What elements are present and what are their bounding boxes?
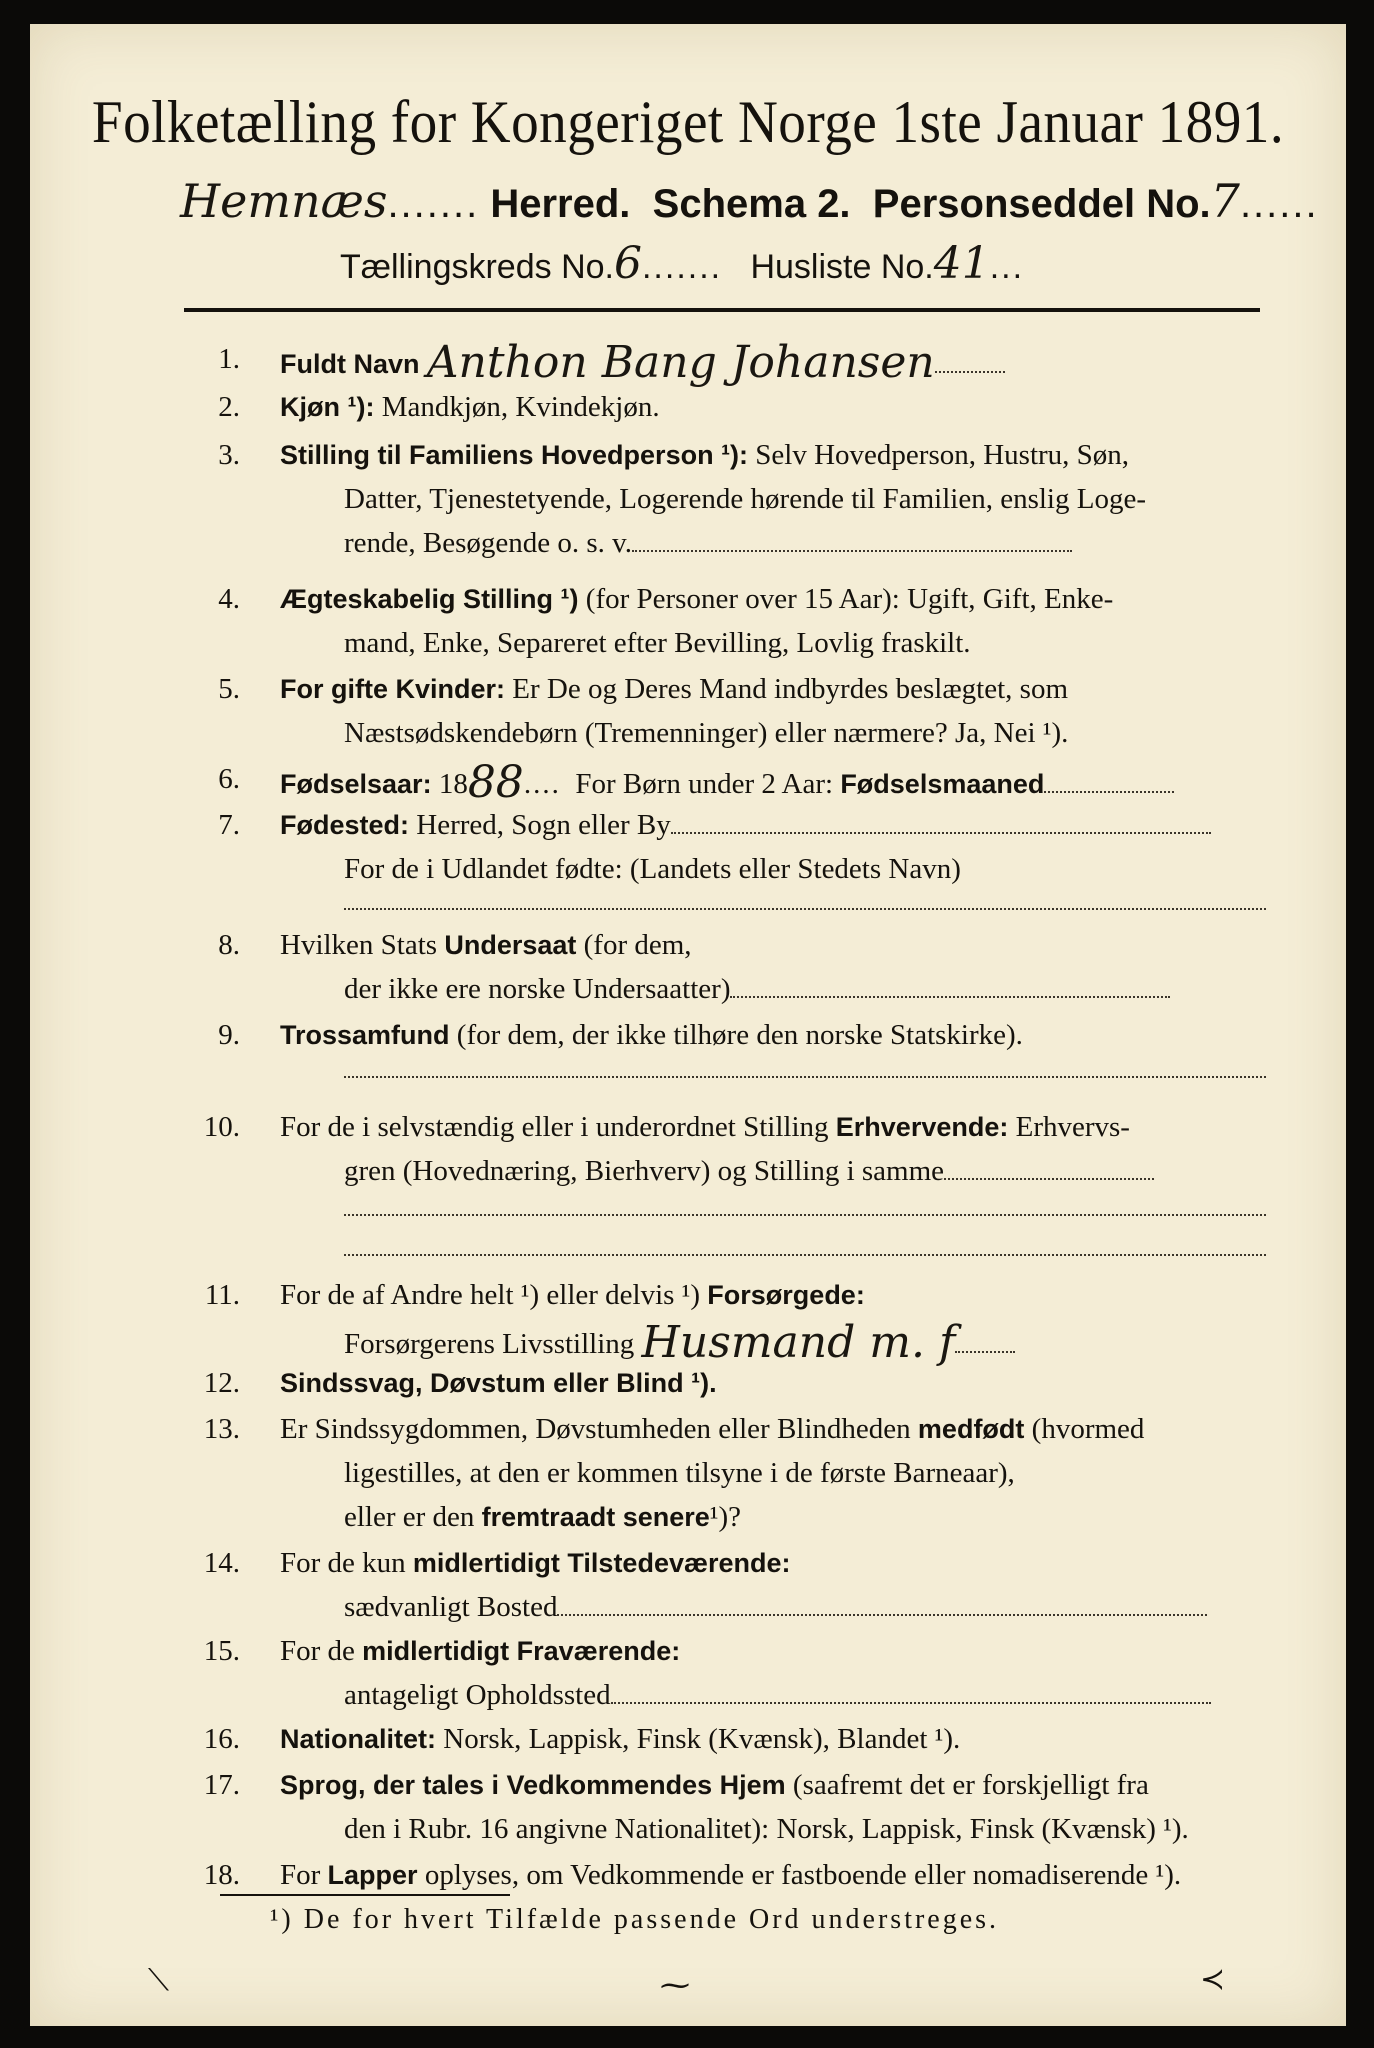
question-text: For de i selvstændig eller i underordnet Stilling xyxy=(280,1111,829,1143)
kreds-label: Tællingskreds No. xyxy=(340,248,614,286)
form-title: Folketælling for Kongeriget Norge 1ste Januar 1891. xyxy=(91,89,1285,155)
answer-provider-occupation: Husmand m. f xyxy=(641,1317,956,1368)
question-number: 17. xyxy=(203,1769,240,1801)
question-text: der ikke ere norske Undersaatter) xyxy=(344,973,731,1005)
question-label: Kjøn ¹): xyxy=(280,392,375,422)
header-rule xyxy=(184,308,1260,312)
herred-label: Herred. xyxy=(490,182,631,226)
question-number: 1. xyxy=(218,343,240,375)
question-number: 18. xyxy=(203,1859,240,1891)
question-number: 13. xyxy=(203,1413,240,1445)
question-text: For de i Udlandet fødte: (Landets eller Stedets Navn) xyxy=(344,853,961,885)
herred-value: Hemnæs xyxy=(180,174,388,228)
kreds-value: 6 xyxy=(613,238,642,289)
answer-name: Anthon Bang Johansen xyxy=(426,337,935,388)
question-text: Hvilken Stats xyxy=(280,929,438,961)
question-text: eller er den xyxy=(344,1501,475,1533)
question-label: Ægteskabelig Stilling ¹) xyxy=(280,584,579,614)
year-prefix: 18 xyxy=(438,768,468,800)
header-line-herred: Hemnæs....... Herred. Schema 2. Personseddel No.7...... xyxy=(180,174,1319,228)
question-text: For Børn under 2 Aar: xyxy=(575,768,834,800)
question-text: Er Sindssygdommen, Døvstumheden eller Blindheden xyxy=(280,1413,911,1445)
question-number: 8. xyxy=(218,929,240,961)
question-label: Undersaat xyxy=(444,930,577,960)
question-label: Forsørgede: xyxy=(707,1280,865,1310)
question-label: Erhvervende: xyxy=(835,1112,1009,1142)
question-text: Herred, Sogn eller By xyxy=(416,809,671,841)
question-label: Fødselsmaaned xyxy=(840,769,1045,799)
stray-ink-mark: ≺ xyxy=(1200,1963,1226,1996)
question-number: 10. xyxy=(203,1111,240,1143)
question-number: 14. xyxy=(203,1547,240,1579)
husliste-value: 41 xyxy=(933,238,990,289)
answer-birthyear: 88 xyxy=(467,757,524,808)
question-label: Stilling til Familiens Hovedperson ¹): xyxy=(280,440,749,470)
stray-ink-mark: ⁓ xyxy=(660,1969,690,2002)
personseddel-value: 7 xyxy=(1210,174,1240,228)
question-text: Næstsødskendebørn (Tremenninger) eller nærmere? Ja, Nei ¹). xyxy=(344,717,1069,749)
stray-ink-mark: ⟍ xyxy=(148,1964,169,1997)
question-text: Er De og Deres Mand indbyrdes beslægtet, som xyxy=(512,673,1068,705)
question-text: rende, Besøgende o. s. v. xyxy=(344,527,633,559)
question-label: Fødested: xyxy=(280,810,410,840)
question-text: ligestilles, at den er kommen tilsyne i de første Barneaar), xyxy=(344,1457,1015,1489)
question-label: Lapper xyxy=(327,1860,418,1890)
question-text: For de kun xyxy=(280,1547,406,1579)
question-label: Sindssvag, Døvstum eller Blind ¹). xyxy=(280,1368,717,1398)
question-number: 12. xyxy=(203,1367,240,1399)
personseddel-label: Personseddel No. xyxy=(872,182,1211,226)
question-label: Sprog, der tales i Vedkommendes Hjem xyxy=(280,1770,786,1800)
footnote-rule xyxy=(220,1894,510,1896)
question-10-blank xyxy=(180,1192,1266,1222)
question-text: Selv Hovedperson, Hustru, Søn, xyxy=(755,439,1130,471)
question-text: (saafremt det er forskjelligt fra xyxy=(792,1769,1149,1801)
question-text: mand, Enke, Separeret efter Bevilling, Lovlig fraskilt. xyxy=(344,627,971,659)
question-text: oplyses, om Vedkommende er fastboende eller nomadiserende ¹). xyxy=(424,1859,1182,1891)
husliste-label: Husliste No. xyxy=(750,248,934,286)
question-label: midlertidigt Fraværende: xyxy=(362,1636,681,1666)
question-number: 4. xyxy=(218,583,240,615)
question-text: (for Personer over 15 Aar): Ugift, Gift, Enke- xyxy=(585,583,1114,615)
question-text: (for dem, der ikke tilhøre den norske Statskirke). xyxy=(456,1019,1023,1051)
question-label: For gifte Kvinder: xyxy=(280,674,506,704)
question-number: 16. xyxy=(203,1723,240,1755)
question-number: 15. xyxy=(203,1635,240,1667)
header-line-kreds: Tællingskreds No.6....... Husliste No.41... xyxy=(340,238,1025,289)
question-number: 3. xyxy=(218,439,240,471)
question-label: medfødt xyxy=(917,1414,1025,1444)
question-text: sædvanligt Bosted xyxy=(344,1591,558,1623)
question-text: For de xyxy=(280,1635,355,1667)
question-number: 5. xyxy=(218,673,240,705)
question-text: Erhvervs- xyxy=(1015,1111,1130,1143)
question-text: For de af Andre helt ¹) eller delvis ¹) xyxy=(280,1279,701,1311)
question-7-blank xyxy=(180,886,1266,916)
question-number: 2. xyxy=(218,391,240,423)
question-label: fremtraadt senere xyxy=(481,1502,710,1532)
question-number: 6. xyxy=(218,763,240,795)
question-text: ¹)? xyxy=(709,1501,742,1533)
question-text: Mandkjøn, Kvindekjøn. xyxy=(381,391,660,423)
question-number: 11. xyxy=(204,1279,240,1311)
question-text: Datter, Tjenestetyende, Logerende hørende til Familien, enslig Loge- xyxy=(344,483,1146,515)
question-text: (hvormed xyxy=(1031,1413,1145,1445)
question-text: For xyxy=(280,1859,321,1891)
question-label: Fødselsaar: xyxy=(280,769,432,799)
question-text: antageligt Opholdssted xyxy=(344,1679,611,1711)
footnote: ¹) De for hvert Tilfælde passende Ord understreges. xyxy=(270,1904,1000,1935)
question-text: Forsørgerens Livsstilling xyxy=(344,1328,635,1360)
question-label: Fuldt Navn xyxy=(280,349,420,379)
question-9-blank xyxy=(180,1054,1266,1084)
question-label: Trossamfund xyxy=(280,1020,450,1050)
question-label: Nationalitet: xyxy=(280,1724,437,1754)
question-label: midlertidigt Tilstedeværende: xyxy=(412,1548,791,1578)
question-text: den i Rubr. 16 angivne Nationalitet): Norsk, Lappisk, Finsk (Kvænsk) ¹). xyxy=(344,1813,1189,1845)
census-form: Folketælling for Kongeriget Norge 1ste Januar 1891. Hemnæs....... Herred. Schema 2. Personseddel No.7...... Tællingskreds No.6....... Husliste No.41... 1. Fuldt Navn Anthon Bang Johansen 2. Kjøn ¹): Mandkjøn, Kvindekjøn. 3. Stilling til Familiens Hovedperson ¹): Selv Hovedperson, Hustru, Søn, Datter, Tjenestetyende, Logerende hørende til Familien, enslig Loge- rende, Besøgende o. s. v. 4. Ægteskabelig Stilling ¹) (for Personer over 15 Aar): Ugift, Gift, Enke- mand, Enke, Separeret efter Bevilling, Lovlig fraskilt. 5. For gifte Kvinder: Er De og Deres Mand indbyrdes beslægtet, som Næstsødskendebørn (Tremenninger) eller nærmere? Ja, Nei ¹). 6. Fødselsaar: 1888.... For Børn under 2 Aar: Fødselsmaaned 7. Fødested: Herred, Sogn eller By For de i Udlandet fødte: (Landets eller Stedets Navn) 8. Hvilken Stats Undersaat (for dem, der ikke ere norske Undersaatter) 9. Trossamfund (for dem, der ikke tilhøre den norske Statskirke). 10. For de i selvstændig eller i underordnet Stilling Erhvervende: Erhvervs- gren (Hovednæring, Bierhverv) og Stilling i samme 11. For de af Andre helt ¹) eller delvis ¹) Forsørgede: Forsørgerens Livsstilling Husmand m. f 12. Sindssvag, Døvstum eller Blind ¹). 13. Er Sindssygdommen, Døvstumheden eller Blindheden medfødt (hvormed ligestilles, at den er kommen tilsyne i de første Barneaar), eller er den fremtraadt senere¹)? 14. For de kun midlertidigt Tilstedeværende: sædvanligt Bosted 15. For de midlertidigt Fraværende: antageligt Opholdssted 16. Nationalitet: Norsk, Lappisk, Finsk (Kvænsk), Blandet ¹). 17. Sprog, der tales i Vedkommendes Hjem (saafremt det er forskjelligt fra den i Rubr. 16 angivne Nationalitet): Norsk, Lappisk, Finsk (Kvænsk) ¹). 18. For Lapper oplyses, om Vedkommende er fastboende eller nomadiserende ¹). ¹) De for hvert Tilfælde passende Ord understreges. ⟍ ⁓ ≺ xyxy=(30,24,1346,2026)
question-text: gren (Hovednæring, Bierhverv) og Stilling i samme xyxy=(344,1155,945,1187)
question-text: Norsk, Lappisk, Finsk (Kvænsk), Blandet ¹). xyxy=(443,1723,961,1755)
question-text: (for dem, xyxy=(583,929,692,961)
question-number: 7. xyxy=(218,809,240,841)
question-10-blank xyxy=(180,1232,1266,1262)
question-number: 9. xyxy=(218,1019,240,1051)
schema-label: Schema 2. xyxy=(652,182,851,226)
